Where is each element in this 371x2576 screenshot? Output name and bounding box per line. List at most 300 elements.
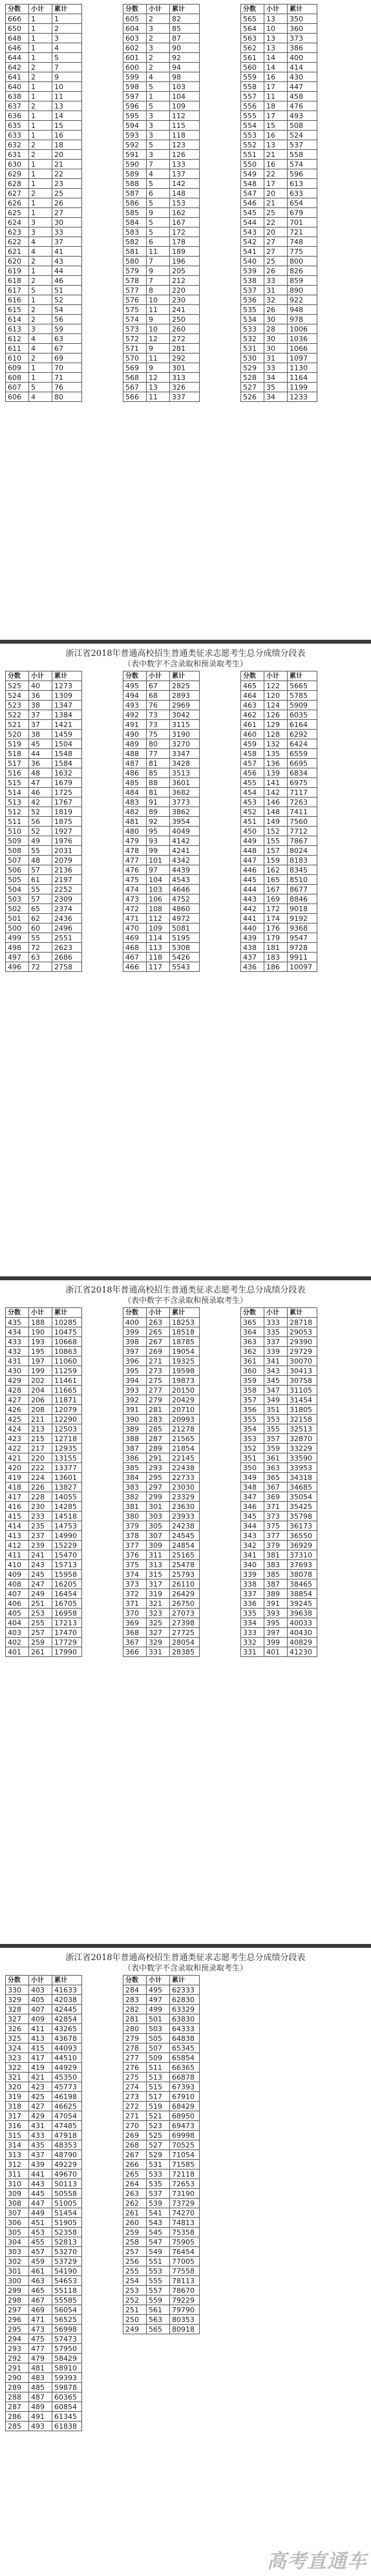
cell-score: 607 (6, 383, 29, 392)
cell-score: 530 (241, 354, 264, 363)
table-row (6, 92, 82, 101)
cell-total: 13601 (52, 1473, 82, 1483)
table-row (6, 392, 82, 402)
cell-total: 458 (288, 92, 317, 101)
table-row (6, 2131, 82, 2140)
cell-score: 532 (241, 334, 264, 344)
cell-score: 436 (241, 962, 264, 972)
cell-total: 69 (52, 354, 82, 363)
cell-total: 8677 (288, 885, 317, 894)
cell-score: 410 (6, 1560, 29, 1570)
cell-count: 4 (29, 237, 52, 247)
table-row (241, 179, 317, 189)
cell-total: 721 (288, 227, 317, 237)
cell-total: 54 (52, 305, 82, 315)
cell-total: 16 (52, 131, 82, 140)
table-row (241, 768, 317, 778)
cell-total: 1548 (52, 749, 82, 759)
cell-total: 10 (52, 82, 82, 92)
table-row (6, 1609, 82, 1618)
cell-count: 281 (147, 1405, 170, 1415)
cell-count: 367 (264, 1483, 288, 1492)
table-row (6, 2305, 82, 2315)
cell-count: 447 (29, 2199, 52, 2208)
cell-count: 13 (147, 383, 170, 392)
table-row (6, 2257, 82, 2266)
cell-total: 1459 (52, 730, 82, 739)
cell-total: 14 (52, 111, 82, 121)
cell-total: 62333 (170, 1985, 200, 1995)
cell-total: 5308 (170, 943, 200, 953)
cell-score: 461 (241, 720, 264, 730)
cell-count: 63 (29, 953, 52, 962)
table-row (6, 295, 82, 305)
cell-total: 3042 (170, 710, 200, 720)
header-total: 累计 (170, 1976, 200, 1985)
cell-score: 417 (6, 1492, 29, 1502)
table-row (123, 1376, 200, 1386)
table-row (241, 730, 317, 739)
table-row (123, 2315, 200, 2325)
cell-total: 3270 (170, 739, 200, 749)
table-row (6, 150, 82, 160)
cell-total: 49229 (52, 2160, 82, 2170)
cell-total: 1233 (288, 392, 317, 402)
cell-total: 44510 (52, 2053, 82, 2063)
cell-score: 350 (241, 1463, 264, 1473)
table-row (241, 218, 317, 227)
cell-score: 523 (6, 701, 29, 710)
table-row (6, 1463, 82, 1473)
cell-score: 294 (6, 2334, 29, 2344)
cell-count: 2 (29, 354, 52, 363)
cell-score: 578 (123, 276, 147, 286)
cell-total: 55118 (52, 2286, 82, 2296)
table-row (123, 305, 200, 315)
cell-score: 464 (241, 691, 264, 701)
table-row (6, 121, 82, 131)
cell-total: 250 (170, 315, 200, 324)
cell-count: 507 (147, 2043, 170, 2053)
cell-count: 285 (147, 1424, 170, 1434)
cell-count: 36 (29, 691, 52, 701)
cell-total: 54190 (52, 2266, 82, 2276)
cell-count: 519 (147, 2102, 170, 2111)
table-row (241, 914, 317, 924)
cell-score: 327 (6, 2014, 29, 2024)
cell-score: 407 (6, 1589, 29, 1599)
table-row (123, 788, 200, 797)
cell-score: 521 (6, 720, 29, 730)
cell-count: 399 (264, 1638, 288, 1647)
table-row (241, 198, 317, 208)
cell-count: 337 (264, 1337, 288, 1347)
cell-count: 2 (29, 189, 52, 198)
cell-count: 75 (147, 730, 170, 739)
cell-score: 460 (241, 730, 264, 739)
table-row (6, 2043, 82, 2053)
cell-count: 319 (147, 1589, 170, 1599)
cell-total: 35054 (288, 1492, 317, 1502)
cell-total: 75358 (170, 2228, 200, 2237)
cell-total: 23933 (170, 1512, 200, 1521)
cell-total: 67393 (170, 2082, 200, 2092)
cell-score: 373 (123, 1579, 147, 1589)
table-row (6, 14, 82, 24)
table-row (241, 1424, 317, 1434)
cell-count: 7 (147, 276, 170, 286)
cell-score: 397 (123, 1347, 147, 1357)
cell-score: 527 (241, 383, 264, 392)
table-row (123, 894, 200, 904)
cell-score: 507 (6, 856, 29, 865)
cell-total: 9547 (288, 933, 317, 943)
cell-total: 14285 (52, 1502, 82, 1512)
cell-score: 601 (123, 53, 147, 63)
cell-total: 313 (170, 373, 200, 383)
cell-count: 124 (264, 701, 288, 710)
table-row (6, 2276, 82, 2286)
cell-count: 417 (29, 2053, 52, 2063)
table-row (123, 140, 200, 150)
cell-total: 15 (52, 121, 82, 131)
cell-count: 48 (29, 768, 52, 778)
cell-count: 8 (147, 286, 170, 295)
cell-total: 7867 (288, 836, 317, 846)
cell-score: 257 (123, 2247, 147, 2257)
table-header-row (241, 671, 317, 681)
table-row (6, 2402, 82, 2412)
table-row (6, 1453, 82, 1463)
cell-count: 311 (147, 1550, 170, 1560)
cell-total: 41 (52, 247, 82, 257)
cell-score: 445 (241, 875, 264, 885)
cell-count: 104 (147, 875, 170, 885)
table-row (6, 344, 82, 354)
cell-total: 65854 (170, 2053, 200, 2063)
cell-score: 329 (6, 1995, 29, 2005)
cell-total: 13155 (52, 1453, 82, 1463)
cell-score: 365 (241, 1318, 264, 1327)
cell-total: 71054 (170, 2150, 200, 2160)
cell-score: 349 (241, 1473, 264, 1483)
cell-score: 320 (6, 2082, 29, 2092)
cell-total: 5665 (288, 681, 317, 691)
cell-total: 78670 (170, 2286, 200, 2296)
table-row (241, 865, 317, 875)
cell-score: 381 (123, 1502, 147, 1512)
table-row (6, 247, 82, 257)
table-row (123, 2208, 200, 2218)
cell-total: 301 (170, 363, 200, 373)
cell-score: 285 (6, 2422, 29, 2431)
cell-score: 585 (123, 208, 147, 218)
cell-score: 355 (241, 1415, 264, 1424)
cell-total: 18785 (170, 1337, 200, 1347)
cell-count: 291 (147, 1453, 170, 1463)
table-row (6, 1541, 82, 1550)
cell-count: 188 (29, 1318, 52, 1327)
cell-total: 7560 (288, 817, 317, 827)
cell-score: 420 (6, 1463, 29, 1473)
cell-score: 340 (241, 1560, 264, 1570)
table-row (6, 2363, 82, 2373)
cell-total: 16958 (52, 1609, 82, 1618)
cell-count: 3 (147, 150, 170, 160)
cell-total: 6164 (288, 720, 317, 730)
cell-count: 317 (147, 1579, 170, 1589)
cell-total: 56 (52, 315, 82, 324)
table-row (6, 1318, 82, 1327)
cell-total: 148 (170, 189, 200, 198)
header-score: 分数 (6, 671, 29, 681)
table-row (241, 1376, 317, 1386)
table-row (6, 2218, 82, 2228)
cell-total: 19598 (170, 1366, 200, 1376)
cell-count: 27 (264, 247, 288, 257)
table-row (241, 797, 317, 807)
cell-total: 79229 (170, 2296, 200, 2305)
table-row (123, 2073, 200, 2082)
cell-total: 43678 (52, 2034, 82, 2043)
cell-total: 60365 (52, 2392, 82, 2402)
cell-score: 307 (6, 2208, 29, 2218)
cell-score: 574 (123, 315, 147, 324)
cell-total: 63329 (170, 2005, 200, 2014)
table-row (123, 2111, 200, 2121)
cell-total: 3513 (170, 768, 200, 778)
cell-count: 126 (264, 710, 288, 720)
cell-score: 360 (241, 1366, 264, 1376)
cell-score: 337 (241, 1589, 264, 1599)
table-row (241, 315, 317, 324)
cell-count: 449 (29, 2208, 52, 2218)
cell-count: 455 (29, 2237, 52, 2247)
cell-total: 35798 (288, 1512, 317, 1521)
table-row (6, 1550, 82, 1560)
cell-score: 332 (241, 1638, 264, 1647)
cell-total: 859 (288, 276, 317, 286)
cell-score: 367 (123, 1638, 147, 1647)
cell-score: 602 (123, 43, 147, 53)
cell-count: 47 (29, 778, 52, 788)
cell-total: 1164 (288, 373, 317, 383)
table-row (123, 2170, 200, 2179)
cell-count: 293 (147, 1463, 170, 1473)
cell-count: 533 (147, 2170, 170, 2179)
cell-count: 491 (29, 2412, 52, 2422)
cell-count: 3 (147, 111, 170, 121)
cell-count: 289 (147, 1444, 170, 1453)
cell-score: 277 (123, 2053, 147, 2063)
cell-score: 545 (241, 208, 264, 218)
cell-total: 24238 (170, 1521, 200, 1531)
cell-count: 2 (29, 63, 52, 72)
table-row (123, 1560, 200, 1570)
cell-total: 205 (170, 266, 200, 276)
cell-count: 499 (147, 2005, 170, 2014)
table-row (241, 131, 317, 140)
cell-total: 25165 (170, 1550, 200, 1560)
cell-total: 31805 (288, 1405, 317, 1415)
cell-total: 98 (170, 72, 200, 82)
table-row (6, 1512, 82, 1521)
cell-count: 421 (29, 2073, 52, 2082)
table-row (6, 2334, 82, 2344)
cell-count: 25 (264, 257, 288, 266)
cell-total: 37 (52, 237, 82, 247)
cell-total: 558 (288, 150, 317, 160)
cell-total: 1504 (52, 739, 82, 749)
cell-total: 61345 (52, 2412, 82, 2422)
cell-count: 2 (29, 276, 52, 286)
cell-count: 419 (29, 2063, 52, 2073)
table-row (241, 788, 317, 797)
cell-score: 441 (241, 914, 264, 924)
cell-total: 29729 (288, 1347, 317, 1357)
cell-score: 362 (241, 1347, 264, 1357)
cell-count: 11 (147, 354, 170, 363)
cell-score: 536 (241, 295, 264, 305)
cell-count: 91 (147, 797, 170, 807)
cell-total: 9911 (288, 953, 317, 962)
cell-score: 600 (123, 63, 147, 72)
cell-score: 276 (123, 2063, 147, 2073)
cell-score: 597 (123, 92, 147, 101)
cell-count: 355 (264, 1424, 288, 1434)
cell-score: 514 (6, 788, 29, 797)
cell-total: 90 (170, 43, 200, 53)
table-row (6, 2325, 82, 2334)
cell-score: 392 (123, 1395, 147, 1405)
cell-total: 31454 (288, 1395, 317, 1405)
table-row (241, 363, 317, 373)
cell-count: 206 (29, 1395, 52, 1405)
cell-score: 479 (123, 836, 147, 846)
table-row (6, 1599, 82, 1609)
table-row (6, 2092, 82, 2102)
table-row (6, 739, 82, 749)
cell-count: 81 (147, 759, 170, 768)
cell-count: 543 (147, 2218, 170, 2228)
cell-count: 361 (264, 1453, 288, 1463)
cell-score: 562 (241, 43, 264, 53)
cell-score: 261 (123, 2208, 147, 2218)
table-row (6, 72, 82, 82)
header-total: 累计 (288, 671, 317, 681)
cell-count: 2 (29, 140, 52, 150)
table-row (123, 373, 200, 383)
cell-total: 8024 (288, 846, 317, 856)
cell-score: 431 (6, 1357, 29, 1366)
cell-total: 17470 (52, 1628, 82, 1638)
cell-score: 452 (241, 807, 264, 817)
table-row (6, 63, 82, 72)
table-row (6, 2412, 82, 2422)
cell-count: 467 (29, 2296, 52, 2305)
cell-count: 1 (29, 34, 52, 43)
cell-count: 167 (264, 885, 288, 894)
cell-score: 405 (6, 1609, 29, 1618)
cell-count: 5 (147, 101, 170, 111)
cell-score: 614 (6, 315, 29, 324)
table-row (241, 739, 317, 749)
cell-count: 37 (29, 710, 52, 720)
cell-total: 4860 (170, 904, 200, 914)
cell-score: 255 (123, 2266, 147, 2276)
cell-count: 475 (29, 2334, 52, 2344)
cell-total: 3 (52, 34, 82, 43)
cell-total: 172 (170, 227, 200, 237)
cell-count: 307 (147, 1531, 170, 1541)
cell-count: 48 (29, 856, 52, 865)
cell-count: 483 (29, 2373, 52, 2383)
cell-total: 2197 (52, 875, 82, 885)
table-row (241, 1386, 317, 1395)
cell-total: 2686 (52, 953, 82, 962)
cell-total: 20710 (170, 1405, 200, 1415)
cell-score: 513 (6, 797, 29, 807)
cell-score: 506 (6, 865, 29, 875)
table-header-row (123, 1976, 200, 1985)
cell-count: 501 (147, 2014, 170, 2024)
cell-score: 250 (123, 2315, 147, 2325)
cell-total: 13827 (52, 1483, 82, 1492)
cell-count: 405 (29, 1995, 52, 2005)
table-row (241, 227, 317, 237)
cell-score: 266 (123, 2160, 147, 2170)
cell-count: 18 (264, 101, 288, 111)
cell-total: 65345 (170, 2043, 200, 2053)
cell-score: 301 (6, 2266, 29, 2276)
cell-score: 394 (123, 1376, 147, 1386)
cell-count: 505 (147, 2034, 170, 2043)
cell-total: 30758 (288, 1376, 317, 1386)
cell-score: 499 (6, 933, 29, 943)
cell-score: 462 (241, 710, 264, 720)
page-title: 浙江省2018年普通高校招生普通类征求志愿考生总分成绩分段表 (65, 649, 306, 659)
cell-score: 474 (123, 885, 147, 894)
table-row (123, 121, 200, 131)
table-row (123, 807, 200, 817)
score-table (240, 671, 317, 972)
cell-total: 67 (52, 344, 82, 354)
table-row (6, 933, 82, 943)
table-row (123, 295, 200, 305)
cell-count: 176 (264, 924, 288, 933)
table-row (123, 2276, 200, 2286)
table-row (123, 1463, 200, 1473)
cell-total: 1421 (52, 720, 82, 730)
cell-total: 82 (170, 14, 200, 24)
table-header-row (241, 5, 317, 14)
cell-total: 613 (288, 179, 317, 189)
table-row (6, 1618, 82, 1628)
cell-total: 447 (288, 82, 317, 92)
page-subtitle: （表中数字不含录取和预录取考生） (123, 659, 248, 668)
cell-score: 252 (123, 2296, 147, 2305)
cell-score: 253 (123, 2286, 147, 2296)
table-row (6, 198, 82, 208)
table-row (241, 817, 317, 827)
cell-score: 564 (241, 24, 264, 34)
cell-count: 5 (147, 140, 170, 150)
cell-score: 342 (241, 1541, 264, 1550)
table-row (123, 2014, 200, 2024)
cell-score: 626 (6, 198, 29, 208)
table-row (6, 2383, 82, 2392)
cell-count: 563 (147, 2315, 170, 2325)
